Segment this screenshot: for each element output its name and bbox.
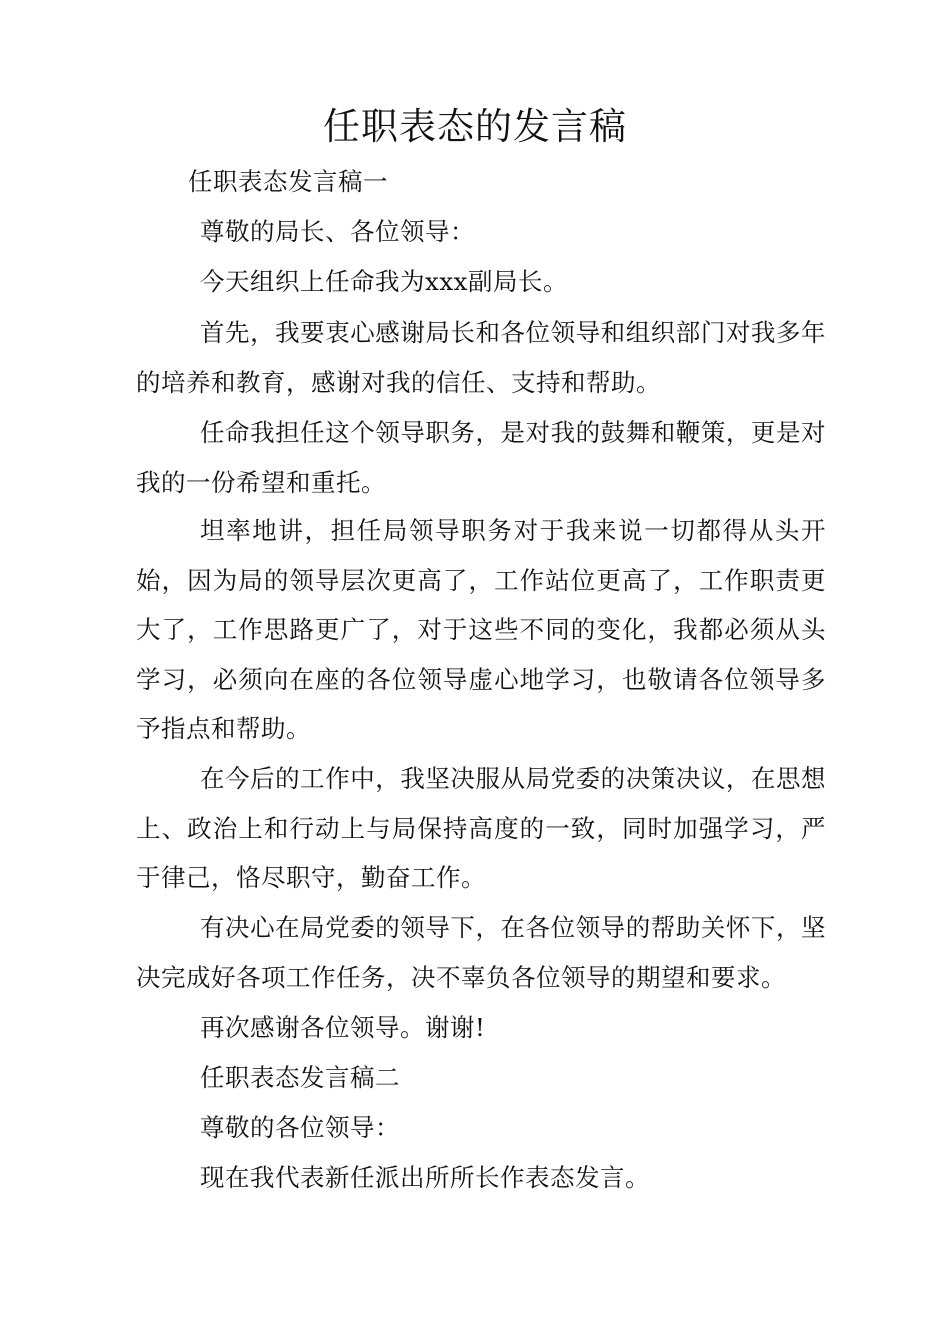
section2-salutation: 尊敬的各位领导： (200, 1113, 400, 1142)
section1-closing: 再次感谢各位领导。谢谢! (200, 1013, 486, 1042)
paragraph-commitment: 在今后的工作中，我坚决服从局党委的决策决议，在思想上、政治上和行动上与局保持高度的一致，同时加强学习，严于律己，恪尽职守，勤奋工作。 (136, 764, 826, 892)
paragraph-thanks: 首先，我要衷心感谢局长和各位领导和组织部门对我多年的培养和教育，感谢对我的信任、支持和帮助。 (136, 318, 826, 397)
section1-appointment: 今天组织上任命我为xxx副局长。 (200, 267, 568, 296)
paragraph-learning: 坦率地讲，担任局领导职务对于我来说一切都得从头开始，因为局的领导层次更高了，工作站位更高了，工作职责更大了，工作思路更广了，对于这些不同的变化，我都必须从头学习，必须向在座的各位领导虚心地学习，也敬请各位领导多予指点和帮助。 (136, 516, 826, 743)
section1-salutation: 尊敬的局长、各位领导： (200, 217, 475, 246)
section2-heading: 任职表态发言稿二 (200, 1063, 400, 1092)
section1-heading: 任职表态发言稿一 (188, 167, 388, 196)
paragraph-determination: 有决心在局党委的领导下，在各位领导的帮助关怀下，坚决完成好各项工作任务，决不辜负各位领导的期望和要求。 (136, 913, 826, 992)
section2-opening: 现在我代表新任派出所所长作表态发言。 (200, 1163, 650, 1192)
paragraph-appointment-meaning: 任命我担任这个领导职务，是对我的鼓舞和鞭策，更是对我的一份希望和重托。 (136, 418, 826, 497)
document-title: 任职表态的发言稿 (323, 105, 627, 148)
